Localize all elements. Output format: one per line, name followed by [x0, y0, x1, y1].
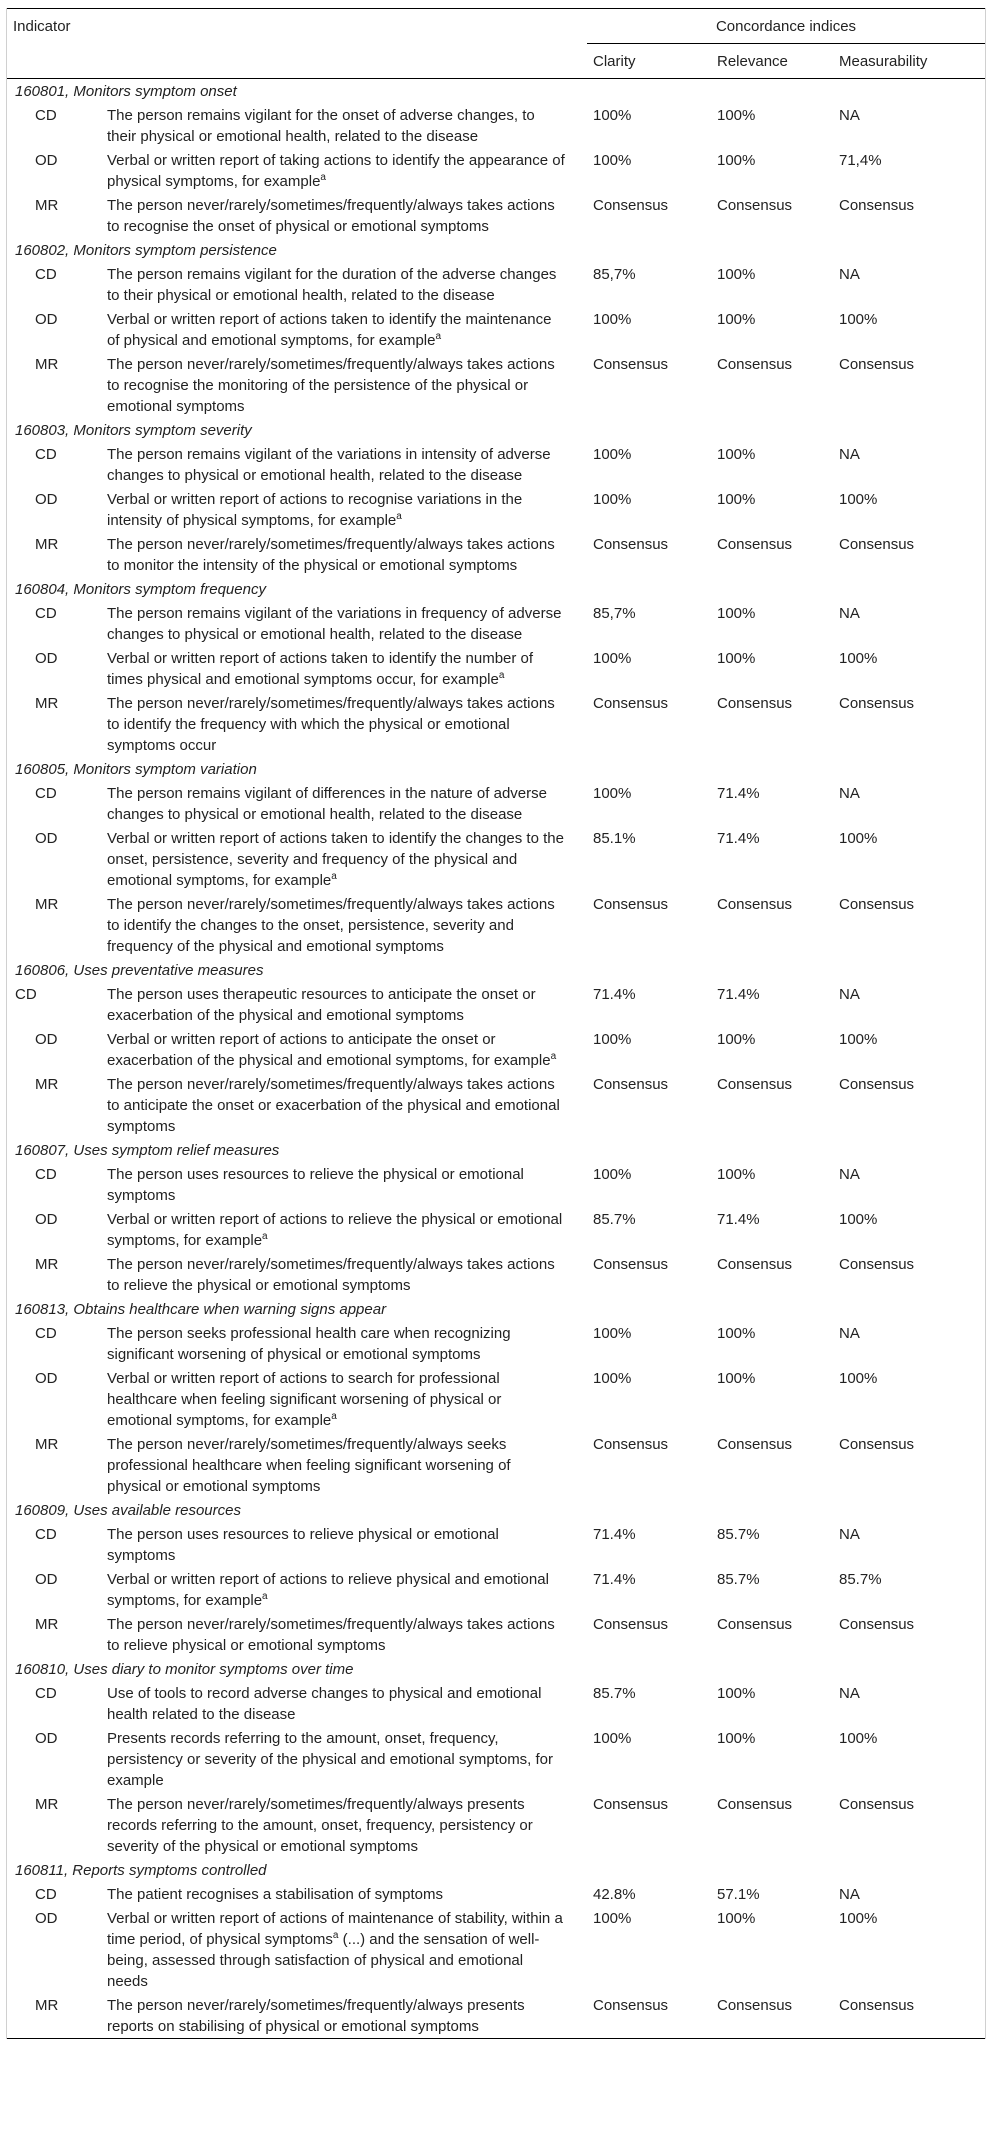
description-text: The person remains vigilant for the duration of the adverse changes to their physical or emotional health, related to the disease [107, 266, 557, 304]
table-row [7, 1612, 985, 1657]
row-code: OD [35, 830, 58, 847]
row-code: OD [35, 1910, 58, 1927]
clarity-value: 100% [593, 1166, 632, 1183]
row-description [101, 892, 587, 958]
description-text: The person seeks professional health care when recognizing significant worsening of physical or emotional symptoms [107, 1325, 511, 1363]
relevance-value: 100% [717, 650, 756, 667]
group-header-row [7, 757, 985, 781]
measurability-value: Consensus [839, 197, 915, 214]
description-text: The person uses resources to relieve the physical or emotional symptoms [107, 1166, 524, 1204]
row-code: CD [35, 1325, 57, 1342]
relevance-value: 100% [717, 311, 756, 328]
measurability-value: 71,4% [839, 152, 882, 169]
row-code: MR [35, 1256, 59, 1273]
measurability-value: NA [839, 266, 860, 283]
clarity-value: 85.1% [593, 830, 636, 847]
measurability-value: 85.7% [839, 1571, 882, 1588]
table-row [7, 601, 985, 646]
relevance-value: 100% [717, 1325, 756, 1342]
row-code: OD [35, 650, 58, 667]
clarity-value: 42.8% [593, 1886, 636, 1903]
group-title: 160805, Monitors symptom variation [15, 761, 257, 778]
clarity-value: Consensus [593, 1436, 669, 1453]
measurability-value: Consensus [839, 1076, 915, 1093]
row-description [101, 826, 587, 892]
clarity-value: Consensus [593, 356, 669, 373]
measurability-value: Consensus [839, 356, 915, 373]
group-header-row [7, 238, 985, 262]
description-text: Verbal or written report of actions taken to identify the maintenance of physical and emotional symptoms, for example [107, 311, 552, 349]
group-header-row [7, 79, 985, 104]
table-row [7, 1207, 985, 1252]
row-code: CD [35, 107, 57, 124]
table-row [7, 1162, 985, 1207]
measurability-value: NA [839, 1685, 860, 1702]
relevance-value: Consensus [717, 1997, 793, 2014]
relevance-value: 100% [717, 1031, 756, 1048]
measurability-value: 100% [839, 1370, 878, 1387]
clarity-value: 71.4% [593, 986, 636, 1003]
row-description [101, 1432, 587, 1498]
header-measurability: Measurability [833, 44, 985, 79]
clarity-value: Consensus [593, 536, 669, 553]
relevance-value: 100% [717, 107, 756, 124]
row-code: OD [35, 311, 58, 328]
relevance-value: 71.4% [717, 785, 760, 802]
description-text: Presents records referring to the amount, onset, frequency, persistency or severity of the physical and emotional symptoms, for example [107, 1730, 554, 1789]
description-text: The person never/rarely/sometimes/frequently/always presents reports on stabilising of physical or emotional symptoms [107, 1997, 525, 2035]
footnote-marker: a [331, 1411, 337, 1422]
measurability-value: NA [839, 1886, 860, 1903]
relevance-value: Consensus [717, 1256, 793, 1273]
relevance-value: 100% [717, 1370, 756, 1387]
group-header-row [7, 1657, 985, 1681]
footnote-marker: a [262, 1231, 268, 1242]
table-row [7, 1726, 985, 1792]
row-description [101, 532, 587, 577]
relevance-value: Consensus [717, 1616, 793, 1633]
table-row [7, 1792, 985, 1858]
row-description [101, 1726, 587, 1792]
row-description [101, 1906, 587, 1993]
group-title: 160811, Reports symptoms controlled [15, 1862, 267, 1879]
relevance-value: 100% [717, 152, 756, 169]
group-title: 160801, Monitors symptom onset [15, 83, 237, 100]
clarity-value: 71.4% [593, 1571, 636, 1588]
measurability-value: NA [839, 1526, 860, 1543]
row-description [101, 1321, 587, 1366]
relevance-value: 71.4% [717, 1211, 760, 1228]
measurability-value: 100% [839, 1211, 878, 1228]
relevance-value: 71.4% [717, 830, 760, 847]
description-text: The person never/rarely/sometimes/frequently/always takes actions to monitor the intensity of the physical or emotional symptoms [107, 536, 555, 574]
measurability-value: 100% [839, 311, 878, 328]
row-description [101, 1792, 587, 1858]
row-description [101, 1162, 587, 1207]
description-text: The person never/rarely/sometimes/frequently/always takes actions to relieve physical or emotional symptoms [107, 1616, 555, 1654]
clarity-value: Consensus [593, 197, 669, 214]
description-text: The person never/rarely/sometimes/frequently/always takes actions to anticipate the onset or exacerbation of the physical and emotional symptoms [107, 1076, 560, 1135]
row-description [101, 1522, 587, 1567]
footnote-marker: a [320, 172, 326, 183]
row-description [101, 352, 587, 418]
measurability-value: Consensus [839, 1436, 915, 1453]
description-text: The person never/rarely/sometimes/frequently/always takes actions to relieve the physical or emotional symptoms [107, 1256, 555, 1294]
group-header-row [7, 1498, 985, 1522]
description-text: Verbal or written report of actions taken to identify the changes to the onset, persistence, severity and frequency of the physical and emotional symptoms, for example [107, 830, 564, 889]
description-text: The person never/rarely/sometimes/frequently/always takes actions to identify the frequency with which the physical or emotional symptoms occur [107, 695, 555, 754]
footnote-marker: a [331, 871, 337, 882]
clarity-value: 100% [593, 650, 632, 667]
row-description [101, 1567, 587, 1612]
row-description [101, 1612, 587, 1657]
group-title: 160802, Monitors symptom persistence [15, 242, 277, 259]
row-code: CD [35, 446, 57, 463]
relevance-value: 100% [717, 491, 756, 508]
relevance-value: 57.1% [717, 1886, 760, 1903]
relevance-value: 100% [717, 1910, 756, 1927]
table-row [7, 1366, 985, 1432]
row-code: CD [35, 605, 57, 622]
description-text: The person uses therapeutic resources to anticipate the onset or exacerbation of the physical and emotional symptoms [107, 986, 536, 1024]
measurability-value: NA [839, 986, 860, 1003]
description-text: Verbal or written report of actions of maintenance of stability, within a time period, of physical symptoms [107, 1910, 563, 1948]
group-header-row [7, 958, 985, 982]
row-code: MR [35, 197, 59, 214]
group-header-row [7, 577, 985, 601]
description-text: The person remains vigilant of differences in the nature of adverse changes to physical or emotional health, related to the disease [107, 785, 547, 823]
measurability-value: NA [839, 1325, 860, 1342]
group-header-row [7, 418, 985, 442]
measurability-value: Consensus [839, 1616, 915, 1633]
row-code: OD [35, 1370, 58, 1387]
table-row [7, 103, 985, 148]
clarity-value: 100% [593, 311, 632, 328]
measurability-value: 100% [839, 1730, 878, 1747]
row-description [101, 781, 587, 826]
clarity-value: Consensus [593, 1616, 669, 1633]
table-row [7, 532, 985, 577]
row-code: CD [35, 1886, 57, 1903]
measurability-value: NA [839, 1166, 860, 1183]
row-code: MR [35, 896, 59, 913]
measurability-value: NA [839, 107, 860, 124]
description-text: The person remains vigilant of the variations in frequency of adverse changes to physical or emotional health, related to the disease [107, 605, 562, 643]
relevance-value: 100% [717, 1730, 756, 1747]
clarity-value: 71.4% [593, 1526, 636, 1543]
table-row [7, 646, 985, 691]
clarity-value: 100% [593, 1325, 632, 1342]
row-description [101, 1366, 587, 1432]
table-row [7, 1432, 985, 1498]
clarity-value: 100% [593, 1910, 632, 1927]
table-row [7, 1072, 985, 1138]
table-row [7, 442, 985, 487]
row-description [101, 1072, 587, 1138]
description-text: The person never/rarely/sometimes/frequently/always takes actions to recognise the onset of physical or emotional symptoms [107, 197, 555, 235]
relevance-value: Consensus [717, 1436, 793, 1453]
row-description [101, 1882, 587, 1906]
table-row [7, 193, 985, 238]
relevance-value: 85.7% [717, 1526, 760, 1543]
row-description [101, 487, 587, 532]
group-header-row [7, 1858, 985, 1882]
row-description [101, 262, 587, 307]
group-title: 160813, Obtains healthcare when warning signs appear [15, 1301, 387, 1318]
relevance-value: 100% [717, 605, 756, 622]
table-row [7, 262, 985, 307]
description-text: Verbal or written report of actions to recognise variations in the intensity of physical symptoms, for example [107, 491, 523, 529]
group-title: 160803, Monitors symptom severity [15, 422, 252, 439]
row-code: CD [35, 266, 57, 283]
table-row [7, 1252, 985, 1297]
header-indicator: Indicator [13, 18, 71, 35]
measurability-value: NA [839, 605, 860, 622]
measurability-value: Consensus [839, 1256, 915, 1273]
table-row [7, 781, 985, 826]
table-row [7, 1993, 985, 2039]
clarity-value: 100% [593, 491, 632, 508]
clarity-value: 100% [593, 1031, 632, 1048]
row-code: MR [35, 1796, 59, 1813]
table-row [7, 352, 985, 418]
measurability-value: Consensus [839, 1997, 915, 2014]
clarity-value: 100% [593, 446, 632, 463]
measurability-value: NA [839, 446, 860, 463]
description-text: The person uses resources to relieve physical or emotional symptoms [107, 1526, 499, 1564]
row-description [101, 646, 587, 691]
header-blank [7, 44, 587, 79]
table-row [7, 826, 985, 892]
measurability-value: 100% [839, 1031, 878, 1048]
description-text: The person never/rarely/sometimes/frequently/always takes actions to recognise the monitoring of the persistence of the physical or emotional symptoms [107, 356, 555, 415]
relevance-value: Consensus [717, 197, 793, 214]
row-code: OD [35, 1571, 58, 1588]
row-description [101, 307, 587, 352]
row-code: CD [35, 1166, 57, 1183]
row-code: CD [35, 1526, 57, 1543]
table-row [7, 1522, 985, 1567]
footnote-marker: a [435, 331, 442, 342]
relevance-value: Consensus [717, 536, 793, 553]
group-title: 160807, Uses symptom relief measures [15, 1142, 280, 1159]
table-row [7, 1027, 985, 1072]
clarity-value: 100% [593, 1730, 632, 1747]
table-row [7, 892, 985, 958]
relevance-value: Consensus [717, 1796, 793, 1813]
measurability-value: 100% [839, 830, 878, 847]
relevance-value: 100% [717, 446, 756, 463]
description-text: Use of tools to record adverse changes to physical and emotional health related to the disease [107, 1685, 542, 1723]
row-code: MR [35, 1997, 59, 2014]
description-text: The person never/rarely/sometimes/frequently/always seeks professional healthcare when feeling significant worsening of physical or emotional symptoms [107, 1436, 511, 1495]
clarity-value: 85,7% [593, 605, 636, 622]
row-description [101, 148, 587, 193]
row-code: OD [35, 491, 58, 508]
row-description [101, 1681, 587, 1726]
relevance-value: Consensus [717, 1076, 793, 1093]
measurability-value: 100% [839, 650, 878, 667]
clarity-value: 85.7% [593, 1211, 636, 1228]
row-description [101, 1027, 587, 1072]
group-title: 160806, Uses preventative measures [15, 962, 264, 979]
description-text: Verbal or written report of taking actions to identify the appearance of physical symptoms, for example [107, 152, 565, 190]
clarity-value: 100% [593, 1370, 632, 1387]
description-text: Verbal or written report of actions taken to identify the number of times physical and emotional symptoms occur, for example [107, 650, 534, 688]
description-text: The person never/rarely/sometimes/frequently/always takes actions to identify the changes to the onset, persistence, severity and frequency of the physical and emotional symptoms [107, 896, 555, 955]
row-code: CD [35, 785, 57, 802]
clarity-value: 100% [593, 152, 632, 169]
description-text: The person never/rarely/sometimes/frequently/always presents records referring to the amount, onset, frequency, persistency or severity of the physical or emotional symptoms [107, 1796, 533, 1855]
relevance-value: Consensus [717, 896, 793, 913]
table-row [7, 1567, 985, 1612]
measurability-value: 100% [839, 491, 878, 508]
row-description [101, 442, 587, 487]
description-text: The person remains vigilant for the onset of adverse changes, to their physical or emotional health, related to the disease [107, 107, 535, 145]
row-description [101, 1993, 587, 2039]
clarity-value: 100% [593, 785, 632, 802]
row-code: OD [35, 1730, 58, 1747]
row-code: MR [35, 356, 59, 373]
clarity-value: Consensus [593, 1256, 669, 1273]
footnote-marker: a [550, 1051, 557, 1062]
clarity-value: 100% [593, 107, 632, 124]
table-row [7, 307, 985, 352]
table-row [7, 148, 985, 193]
footnote-marker: a [262, 1591, 268, 1602]
table-row [7, 1906, 985, 1993]
row-description [101, 193, 587, 238]
row-code: CD [35, 1685, 57, 1702]
relevance-value: 85.7% [717, 1571, 760, 1588]
relevance-value: Consensus [717, 356, 793, 373]
description-text: Verbal or written report of actions to anticipate the onset or exacerbation of the physical and emotional symptoms, for example [107, 1031, 551, 1069]
header-clarity: Clarity [587, 44, 711, 79]
description-text: Verbal or written report of actions to relieve physical and emotional symptoms, for example [107, 1571, 549, 1609]
footnote-marker: a [498, 670, 505, 681]
row-code: MR [35, 695, 59, 712]
row-code: MR [35, 536, 59, 553]
table-row [7, 691, 985, 757]
group-header-row [7, 1297, 985, 1321]
row-code: OD [35, 152, 58, 169]
clarity-value: Consensus [593, 695, 669, 712]
row-code: OD [35, 1211, 58, 1228]
clarity-value: 85,7% [593, 266, 636, 283]
clarity-value: Consensus [593, 1076, 669, 1093]
clarity-value: Consensus [593, 1997, 669, 2014]
footnote-marker: a [332, 1930, 339, 1941]
row-description [101, 1252, 587, 1297]
group-title: 160810, Uses diary to monitor symptoms over time [15, 1661, 354, 1678]
description-text: Verbal or written report of actions to relieve the physical or emotional symptoms, for example [107, 1211, 563, 1249]
table-row [7, 487, 985, 532]
row-code: MR [35, 1436, 59, 1453]
row-description [101, 601, 587, 646]
row-code: MR [35, 1076, 59, 1093]
table-body [7, 79, 985, 2039]
clarity-value: Consensus [593, 1796, 669, 1813]
table-row [7, 982, 985, 1027]
measurability-value: Consensus [839, 536, 915, 553]
relevance-value: 71.4% [717, 986, 760, 1003]
measurability-value: 100% [839, 1910, 878, 1927]
row-code: CD [15, 986, 37, 1003]
relevance-value: 100% [717, 266, 756, 283]
description-text: The person remains vigilant of the variations in intensity of adverse changes to physical or emotional health, related to the disease [107, 446, 551, 484]
row-description [101, 103, 587, 148]
relevance-value: 100% [717, 1685, 756, 1702]
clarity-value: 85.7% [593, 1685, 636, 1702]
measurability-value: NA [839, 785, 860, 802]
concordance-table-frame [6, 8, 986, 2039]
table-row [7, 1321, 985, 1366]
clarity-value: Consensus [593, 896, 669, 913]
measurability-value: Consensus [839, 896, 915, 913]
row-code: OD [35, 1031, 58, 1048]
row-description [101, 1207, 587, 1252]
header-concordance-indices: Concordance indices [587, 9, 985, 44]
group-header-row [7, 1138, 985, 1162]
relevance-value: 100% [717, 1166, 756, 1183]
description-text: Verbal or written report of actions to search for professional healthcare when feeling significant worsening of physical or emotional symptoms, for example [107, 1370, 502, 1429]
measurability-value: Consensus [839, 1796, 915, 1813]
description-text: The patient recognises a stabilisation of symptoms [107, 1886, 443, 1903]
description-text-continued: (...) and the sensation of well-being, assessed through satisfaction of physical and emotional needs [107, 1931, 540, 1990]
measurability-value: Consensus [839, 695, 915, 712]
table-row [7, 1882, 985, 1906]
footnote-marker: a [396, 511, 402, 522]
row-description [101, 982, 587, 1027]
row-code: MR [35, 1616, 59, 1633]
row-description [101, 691, 587, 757]
table-row [7, 1681, 985, 1726]
relevance-value: Consensus [717, 695, 793, 712]
concordance-table [7, 8, 985, 2039]
group-title: 160804, Monitors symptom frequency [15, 581, 266, 598]
header-relevance: Relevance [711, 44, 833, 79]
group-title: 160809, Uses available resources [15, 1502, 241, 1519]
